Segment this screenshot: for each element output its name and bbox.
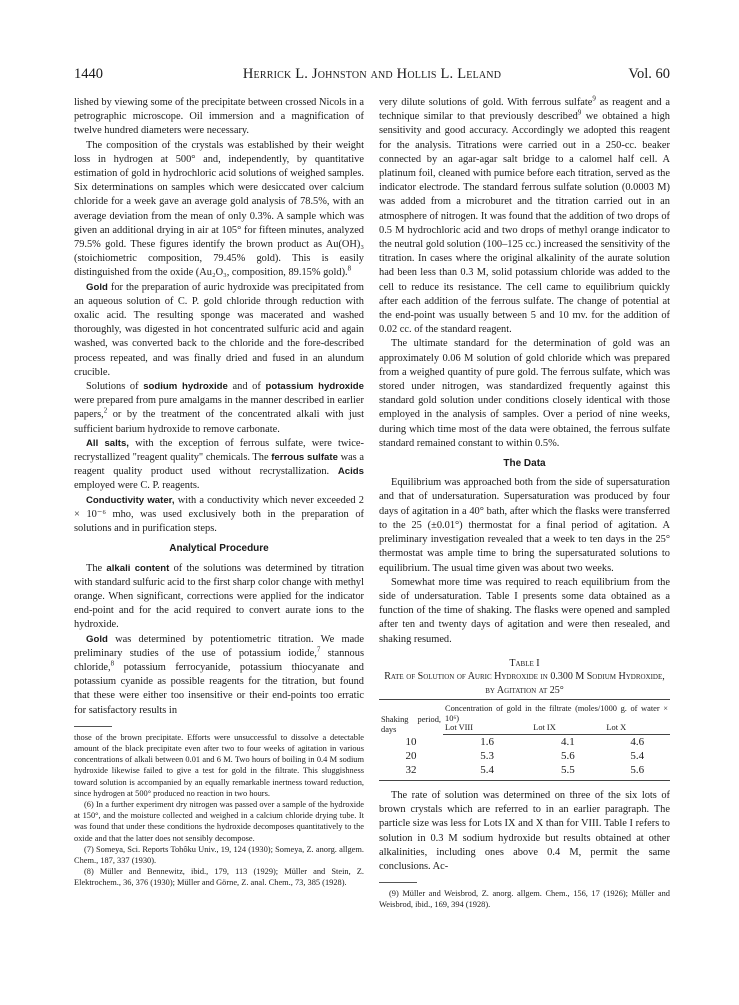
column-header: Lot VIII: [443, 723, 531, 734]
table-row: [379, 749, 670, 763]
bold-term: potassium hydroxide: [265, 381, 365, 393]
footnotes: [74, 732, 364, 889]
footnote: (9) Müller and Weisbrod, Z. anorg. allgem. Chem., 156, 17 (1926); Müller and Weisbrod, ibid., 169, 394 (1928).: [379, 889, 670, 910]
paragraph: very dilute solutions of gold. With ferrous sulfate$^9$ as reagent and a technique similar to that previously described$^9$ we obtained a high sensitivity and good accuracy. Accordingly we adopted this reagent for the analysis. Titrations were carried out in a 250-cc. beaker connected by an agar-agar salt bridge to a calomel half cell. A platinum foil, cleaned with pumice before each titration, served as the indicator electrode. The standard ferrous sulfate solution (0.0003 M) was added from a microburet and the titration carried out in an atmosphere of nitrogen. It was found that the addition of two drops of 0.5 M hydrochloric acid and two drops of methyl orange indicator to the neutral gold solution (100–125 cc.) increased the sensitivity of the titration. In cases where the original alkalinity of the aurate solution had been less than 0.3 M, solid potassium chloride was added to the cell to reduce its resistance. The cell came to equilibrium quickly after each addition of the ferrous sulfate. The change of potential at the end-point was usually between 5 and 10 mv. for the addition of 0.02 cc. of the standard reagent.: [379, 94, 670, 336]
footnotes: [379, 888, 670, 910]
paragraph: Equilibrium was approached both from the side of supersaturation and that of undersaturation. Supersaturation was produced by four days of agitation in a 40° bath, after which the flasks were transferred to the 25 (±0.01°) thermostat for a final period of agitation. A preliminary investigation revealed that a week to ten days in the 25° thermostat was ample time to bring the supersaturated solutions to equilibrium. The usual time given was about two weeks.: [379, 477, 670, 574]
volume-label: Vol. 60: [628, 66, 670, 82]
running-authors: Herrick L. Johnston and Hollis L. Leland: [242, 66, 502, 82]
column-group-header: Concentration of gold in the filtrate (moles/1000 g. of water × 10⁶): [443, 700, 670, 724]
section-heading: The Data: [503, 458, 546, 470]
paragraph: The ultimate standard for the determination of gold was an approximately 0.06 M solution of gold chloride which was prepared from a weighed quantity of pure gold. The ferrous sulfate, which was stored under nitrogen, was standardized frequently against this standard gold solution under conditions closely identical with those employed in the analysis of samples. Over a period of nine weeks, during which time most of the data were obtained, the ferrous sulfate standard remained constant to within 0.5%.: [379, 338, 670, 449]
paragraph: Somewhat more time was required to reach equilibrium from the side of undersaturation. Table I presents some data obtained as a function of the time of shaking. The flasks were opened and sampled after ten and twenty days of agitation and were then resealed, and shaking resumed.: [379, 576, 670, 645]
paragraph: lished by viewing some of the precipitate between crossed Nicols in a petrographic microscope. Oil immersion and a magnification of twelve hundred diameters were necessary.: [74, 97, 364, 137]
table-cell: 5.6: [604, 763, 670, 781]
paragraph: Conductivity water, with a conductivity which never exceeded 2 × 10⁻⁶ mho, was used exclusively both in the preparation of solutions and in purification steps.: [74, 494, 364, 535]
paragraph: The composition of the crystals was established by their weight loss in hydrogen at 500° and, independently, by quantitative estimation of gold in hydrochloric acid solutions of weighed samples. Six determinations on samples which were desiccated over calcium chloride for a week gave an average gold analysis of 78.5%, with an average deviation from the mean of only 0.3%. A sample which was given an additional drying in air at 105° for fifteen minutes, analyzed 79.5% gold. These figures identify the brown product as Au(OH)₃ (stoichiometric composition, 79.45% gold). This is easily distinguished from the oxide (Au₂O₃, composition, 89.15% gold).$^8$: [74, 139, 364, 279]
column-header: Lot X: [604, 723, 670, 734]
footnote: (6) In a further experiment dry nitrogen was passed over a sample of the hydroxide at 150°, and the moisture collected and weighed in a calcium chloride drying tube. It was found that under these conditions the hydroxide decomposes quantitatively to the oxide and that the latter does not sensibly decompose.: [74, 799, 364, 843]
table-cell: 5.6: [560, 750, 575, 762]
footnote-ref: 7: [316, 645, 321, 654]
table-caption: [379, 657, 670, 698]
paragraph: The rate of solution was determined on three of the six lots of brown crystals which are referred to in an earlier paragraph. The particle size was less for Lots IX and X than for VIII. Table I refers to solution in 0.3 M sodium hydroxide but results obtained at other alkalinities, including ones above 0.4 M, permit the same conclusions. Ac-: [379, 790, 670, 873]
running-header: [74, 66, 670, 84]
column-header: Shaking period, days: [379, 700, 443, 735]
left-column: [74, 96, 364, 889]
bold-term: All salts,: [86, 437, 129, 449]
table-cell: 10: [405, 735, 417, 748]
paragraph: The alkali content of the solutions was determined by titration with standard sulfuric acid to the first sharp color change with methyl orange. When significant, corrections were applied for the indicator end-point and for the acid required to convert aurate ions to the hydroxide.: [74, 562, 365, 631]
table-cell: 4.1: [560, 736, 575, 748]
footnote-rule: [74, 726, 112, 727]
table-title: Rate of Solution of Auric Hydroxide in 0.300 M Sodium Hydroxide, by Agitation at 25°: [384, 671, 665, 696]
footnote-ref: 9: [577, 108, 582, 117]
table-row: [379, 735, 670, 750]
page-number: 1440: [74, 66, 103, 82]
section-heading: Analytical Procedure: [169, 543, 269, 555]
bold-term: sodium hydroxide: [143, 381, 228, 393]
bold-term: Conductivity water,: [86, 494, 175, 506]
bold-term: ferrous sulfate: [271, 452, 338, 464]
table-cell: 5.3: [480, 750, 494, 762]
footnote-rule: [379, 882, 417, 883]
table-cell: 1.6: [480, 736, 494, 748]
table-cell: 5.4: [630, 750, 645, 762]
table-cell: 20: [405, 750, 417, 762]
bold-term: alkali content: [106, 562, 170, 574]
table-cell: 5.4: [443, 763, 531, 781]
footnote: (7) Someya, Sci. Reports Tohôku Univ., 19, 124 (1930); Someya, Z. anorg. allgem. Chem., 187, 337 (1930).: [74, 844, 364, 865]
column-header: Lot IX: [531, 723, 604, 734]
table-cell: 32: [379, 763, 443, 781]
footnote-ref: 9: [592, 94, 596, 103]
footnote: (8) Müller and Bennewitz, ibid., 179, 113 (1929); Müller and Stein, Z. Elektrochem., 36, 376 (1930); Müller and Görne, Z. anal. Chem., 73, 385 (1928).: [74, 867, 364, 888]
footnote-ref: 8: [347, 264, 352, 273]
footnote-ref: 2: [103, 407, 108, 415]
table-label: Table I: [509, 657, 540, 669]
table-cell: 4.6: [630, 736, 645, 748]
footnote: those of the brown precipitate. Efforts were unsuccessful to dissolve a detectable amount of the black precipitate even after two to four weeks of agitation in various concentrations of alkali between 0.01 and 6 M. Two hours of boiling in 0.4 M sodium hydroxide likewise failed to give a test for gold in the filtrate. This sluggishness toward solution is accompanied by an equally remarkable inertness toward reduction, since hydrogen at 500° produced no reaction in two hours.: [74, 732, 364, 798]
bold-term: Gold: [86, 633, 108, 645]
paragraph: Gold was determined by potentiometric titration. We made preliminary studies of the use of potassium iodide,$^7$ stannous chloride,$^8$ potassium ferrocyanide, potassium thiocyanate and potassium cyanide as possible reagents for the titration, but found that these were either too insensitive or their end-points too erratic for satisfactory results in: [74, 633, 364, 716]
paragraph: All salts, with the exception of ferrous sulfate, were twice-recrystallized "reagent quality" chemicals. The ferrous sulfate was a reagent quality product used without recrystallization. Acids employed were C. P. reagents.: [74, 437, 364, 492]
table-header-row: [379, 700, 670, 724]
table-row: [379, 763, 670, 781]
paragraph: Solutions of sodium hydroxide and of potassium hydroxide were prepared from pure amalgams in the manner described in earlier papers,$^2$ or by the treatment of the concentrated alkali with just sufficient barium hydroxide to remove carbonate.: [74, 381, 365, 435]
bold-term: Gold: [86, 281, 108, 293]
table-cell: 5.5: [531, 763, 604, 781]
data-table: [379, 699, 670, 781]
bold-term: Acids: [337, 466, 364, 478]
right-column: [379, 96, 670, 911]
footnote-ref: 8: [110, 659, 115, 668]
paragraph: Gold for the preparation of auric hydroxide was precipitated from an aqueous solution of C. P. gold chloride through reduction with oxalic acid. The resulting sponge was macerated and washed thoroughly, was digested in hot concentrated sulfuric acid and again washed, was converted back to the chloride and the fore-described process repeated, and was finally dried and fused in an alundum crucible.: [74, 281, 364, 378]
